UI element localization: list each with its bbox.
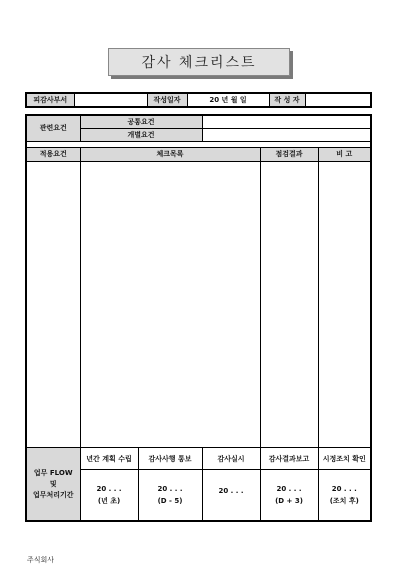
common-req-field[interactable]: [202, 115, 371, 128]
flow-step-name: 감사사행 통보: [138, 448, 202, 470]
date-label: 작성일자: [147, 93, 187, 107]
author-label: 작 성 자: [269, 93, 305, 107]
date-field[interactable]: 20 년 월 일: [187, 93, 269, 107]
checklist-table: [25, 114, 372, 522]
col-apply: 적용요건: [26, 147, 80, 161]
related-label: 관련요건: [26, 115, 80, 141]
flow-step-name: 감사결과보고: [260, 448, 318, 470]
flow-step-date-cell[interactable]: [260, 470, 318, 521]
flow-label-line2: 및: [49, 479, 57, 488]
document-title: 감사 체크리스트: [108, 48, 290, 76]
flow-step-sub: (년 초): [97, 497, 121, 506]
header-table: [25, 92, 372, 108]
flow-step-date-cell[interactable]: [202, 470, 260, 521]
flow-label-line3: 업무처리기간: [32, 490, 74, 499]
author-field[interactable]: [305, 93, 371, 107]
flow-step-sub: (조치 후): [329, 497, 359, 506]
apply-area[interactable]: [26, 161, 80, 447]
col-result: 점검결과: [260, 147, 318, 161]
col-check-items: 체크목록: [80, 147, 260, 161]
flow-step-name: 감사실시: [202, 448, 260, 470]
flow-step-date: 20 . . .: [96, 485, 122, 494]
flow-step-date: 20 . . .: [218, 487, 244, 496]
result-area[interactable]: [260, 161, 318, 447]
note-area[interactable]: [318, 161, 371, 447]
footer-company: 주식회사: [27, 556, 55, 564]
flow-step-date: 20 . . .: [331, 485, 357, 494]
flow-step-date-cell[interactable]: [80, 470, 138, 521]
flow-step-sub: (D + 3): [275, 497, 303, 506]
check-items-area[interactable]: [80, 161, 260, 447]
flow-step-date-cell[interactable]: [318, 470, 371, 521]
individual-req-field[interactable]: [202, 128, 371, 141]
flow-step-name: 시정조치 확인: [318, 448, 371, 470]
flow-label: [26, 448, 80, 521]
flow-step-date-cell[interactable]: [138, 470, 202, 521]
dept-label: 피감사부서: [26, 93, 74, 107]
flow-step-date: 20 . . .: [157, 485, 183, 494]
flow-step-name: 년간 계획 수립: [80, 448, 138, 470]
common-req-label: 공통요건: [80, 115, 202, 128]
flow-label-line1: 업무 FLOW: [33, 468, 73, 477]
flow-step-date: 20 . . .: [276, 485, 302, 494]
dept-field[interactable]: [74, 93, 147, 107]
col-note: 비 고: [318, 147, 371, 161]
individual-req-label: 개별요건: [80, 128, 202, 141]
flow-step-sub: (D - 5): [157, 497, 183, 506]
